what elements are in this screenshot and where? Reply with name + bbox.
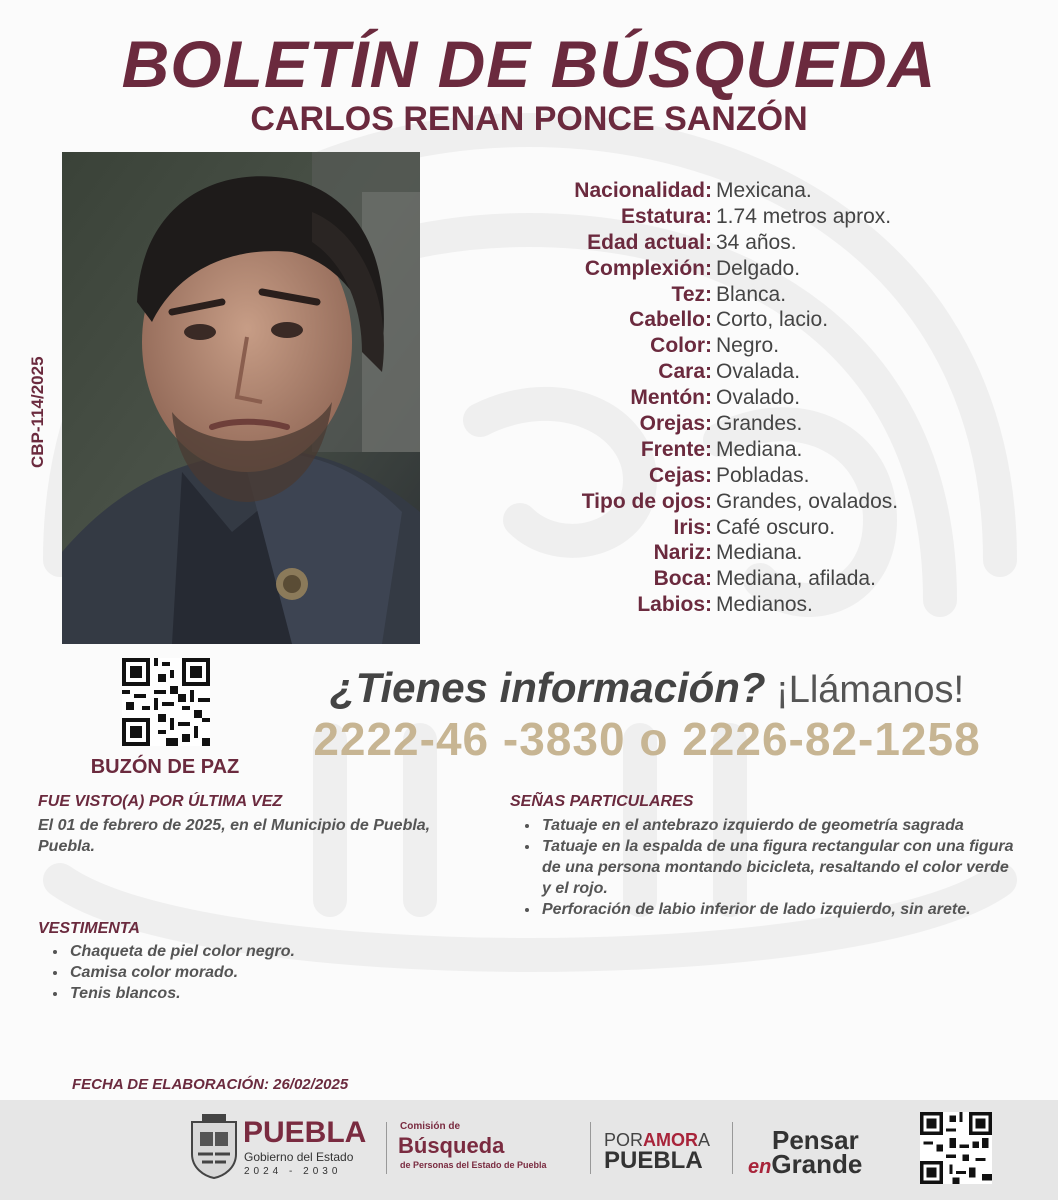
amor-logo-por: POR: [604, 1130, 644, 1150]
puebla-logo-years: 2024 - 2030: [244, 1166, 342, 1177]
feature-label: Cara:: [658, 360, 712, 384]
feature-row: [430, 411, 1030, 437]
feature-label: Tez:: [671, 282, 712, 306]
buzon-de-paz-label: BUZÓN DE PAZ: [90, 756, 240, 778]
feature-label: Nariz:: [653, 541, 712, 565]
clothing-heading: VESTIMENTA: [38, 920, 140, 937]
missing-person-name: CARLOS RENAN PONCE SANZÓN: [250, 100, 808, 138]
feature-row: [430, 230, 1030, 256]
feature-row: [430, 282, 1030, 308]
missing-person-photo: [62, 152, 420, 644]
feature-value: Negro.: [716, 334, 780, 358]
feature-value: Ovalada.: [716, 360, 801, 384]
state-shield-icon: [188, 1114, 240, 1180]
amor-logo-a: A: [698, 1130, 711, 1150]
feature-value: Café oscuro.: [716, 515, 836, 539]
comision-logo-line2: Búsqueda: [398, 1133, 505, 1158]
feature-row: [430, 489, 1030, 515]
footer-bar: [0, 1100, 1058, 1200]
physical-features: [430, 178, 1030, 618]
feature-label: Labios:: [637, 593, 712, 617]
list-item: • Camisa color morado.: [68, 962, 428, 983]
feature-row: [430, 204, 1030, 230]
feature-label: Estatura:: [620, 204, 712, 228]
cta-question: ¿Tienes información?: [329, 664, 766, 711]
last-seen-heading: FUE VISTO(A) POR ÚLTIMA VEZ: [38, 793, 283, 810]
feature-value: Grandes.: [716, 412, 803, 436]
feature-row: [430, 178, 1030, 204]
list-item: • Tatuaje en el antebrazo izquierdo de geometría sagrada: [540, 815, 1020, 836]
list-item: • Chaqueta de piel color negro.: [68, 941, 428, 962]
list-item: • Tatuaje en la espalda de una figura rectangular con una figura de una persona montando bicicleta, resaltando el color verde y el rojo.: [540, 836, 1020, 899]
marks-list: [510, 815, 1020, 920]
feature-label: Cabello:: [629, 308, 712, 332]
bulletin-title: BOLETÍN DE BÚSQUEDA: [121, 27, 937, 101]
feature-row: [430, 307, 1030, 333]
feature-label: Frente:: [640, 437, 712, 461]
feature-row: [430, 540, 1030, 566]
contact-phones[interactable]: 2222-46 -3830 o 2226-82-1258: [313, 713, 981, 765]
qr-code-icon[interactable]: [920, 1112, 992, 1184]
feature-value: Corto, lacio.: [716, 308, 829, 332]
footer-divider: [590, 1122, 591, 1174]
pensar-logo-line1: Pensar: [772, 1125, 859, 1155]
feature-row: [430, 515, 1030, 541]
amor-logo-line2: PUEBLA: [604, 1147, 703, 1174]
feature-value: Medianos.: [716, 593, 813, 617]
list-item: • Tenis blancos.: [68, 983, 428, 1004]
footer-divider: [732, 1122, 733, 1174]
feature-row: [430, 437, 1030, 463]
feature-value: Blanca.: [716, 282, 787, 306]
feature-row: [430, 333, 1030, 359]
feature-value: Mediana.: [716, 437, 803, 461]
feature-label: Boca:: [653, 567, 712, 591]
feature-label: Nacionalidad:: [574, 179, 712, 202]
footer-divider: [386, 1122, 387, 1174]
feature-value: Mexicana.: [716, 179, 812, 202]
elaboration-date: FECHA DE ELABORACIÓN: 26/02/2025: [72, 1076, 349, 1093]
feature-value: Pobladas.: [716, 463, 810, 487]
feature-row: [430, 256, 1030, 282]
list-item: • Perforación de labio inferior de lado izquierdo, sin arete.: [540, 899, 1020, 920]
feature-row: [430, 385, 1030, 411]
feature-value: Ovalado.: [716, 386, 801, 410]
marks-heading: SEÑAS PARTICULARES: [510, 793, 694, 810]
puebla-logo-title: PUEBLA: [243, 1116, 367, 1149]
qr-code-icon[interactable]: [122, 658, 210, 746]
feature-value: Mediana, afilada.: [716, 567, 876, 591]
puebla-logo-subtitle: Gobierno del Estado: [244, 1150, 354, 1164]
pensar-logo-grande: Grande: [771, 1149, 863, 1179]
call-to-action: [252, 664, 1042, 712]
feature-row: [430, 359, 1030, 385]
photo-illustration: [62, 152, 420, 644]
feature-label: Complexión:: [584, 256, 712, 280]
feature-label: Color:: [650, 334, 712, 358]
feature-value: 1.74 metros aprox.: [716, 204, 892, 228]
pensar-logo-line2: [748, 1150, 862, 1181]
feature-label: Iris:: [673, 515, 712, 539]
feature-label: Edad actual:: [587, 230, 712, 254]
cta-call: ¡Llámanos!: [776, 669, 965, 711]
feature-value: Grandes, ovalados.: [716, 489, 899, 513]
feature-label: Cejas:: [648, 463, 712, 487]
comision-logo-line1: Comisión de: [400, 1121, 461, 1132]
pensar-logo-en: en: [748, 1156, 772, 1178]
feature-label: Mentón:: [630, 386, 712, 410]
amor-logo-amor: AMOR: [643, 1130, 699, 1150]
feature-row: [430, 566, 1030, 592]
feature-row: [430, 592, 1030, 618]
feature-value: Delgado.: [716, 256, 801, 280]
feature-value: Mediana.: [716, 541, 803, 565]
feature-label: Orejas:: [639, 412, 712, 436]
feature-label: Tipo de ojos:: [581, 489, 712, 513]
comision-logo-line3: de Personas del Estado de Puebla: [400, 1160, 547, 1170]
feature-row: [430, 463, 1030, 489]
clothing-list: [38, 941, 428, 1004]
case-folio: CBP-114/2025: [28, 356, 47, 468]
last-seen-text: El 01 de febrero de 2025, en el Municipio de Puebla, Puebla.: [38, 817, 431, 855]
feature-value: 34 años.: [716, 230, 797, 254]
